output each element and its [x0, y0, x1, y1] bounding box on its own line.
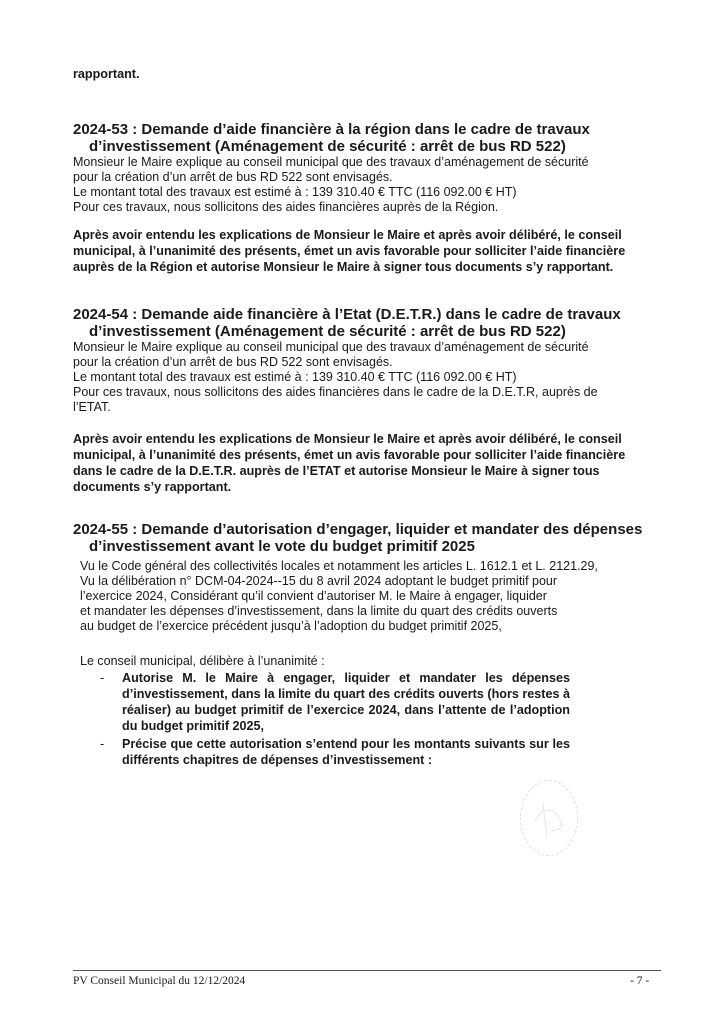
body-line: pour la création d’un arrêt de bus RD 522 sont envisagés. [73, 355, 393, 369]
footer-divider [73, 970, 661, 971]
section-2024-55-body [80, 559, 660, 634]
body-line: Monsieur le Maire explique au conseil municipal que des travaux d’aménagement de sécurité [73, 155, 589, 169]
intro-text: rapportant. [73, 67, 140, 81]
body-line: l’ETAT. [73, 400, 111, 414]
list-dash: - [100, 671, 105, 685]
body-line: Monsieur le Maire explique au conseil municipal que des travaux d’aménagement de sécurité [73, 340, 589, 354]
body-line: Vu la délibération n° DCM-04-2024--15 du 8 avril 2024 adoptant le budget primitif pour [80, 574, 558, 588]
decision-line: dans le cadre de la D.E.T.R. auprès de l’ETAT et autorise Monsieur le Maire à signer tous [73, 464, 600, 478]
decision-line: Après avoir entendu les explications de Monsieur le Maire et après avoir délibéré, le conseil [73, 228, 622, 242]
section-title-line-2: d’investissement avant le vote du budget primitif 2025 [89, 538, 475, 555]
body-line: Pour ces travaux, nous sollicitons des aides financières auprès de la Région. [73, 200, 499, 214]
decision-2024-53 [73, 227, 653, 275]
body-line: pour la création d’un arrêt de bus RD 522 sont envisagés. [73, 170, 393, 184]
list-item-text: Autorise M. le Maire à engager, liquider et mandater les dépenses d’investissement, dans la limite du quart des crédits ouverts (hors restes à réaliser) au budget primitif de l’exercice 2024, dans l’attente de l’adoption du budget primitif 2025, [122, 671, 570, 733]
decision-line: auprès de la Région et autorise Monsieur le Maire à signer tous documents s’y rapportant. [73, 260, 614, 274]
decision-2024-54 [73, 431, 653, 495]
section-title-line-1: 2024-55 : Demande d’autorisation d’engager, liquider et mandater des dépenses [73, 521, 643, 538]
body-line: Le montant total des travaux est estimé à : 139 310.40 € TTC (116 092.00 € HT) [73, 185, 517, 199]
body-line: Vu le Code général des collectivités locales et notamment les articles L. 1612.1 et L. 2121.29, [80, 559, 598, 573]
stamp-scribble-icon [521, 781, 577, 855]
body-line: Pour ces travaux, nous sollicitons des aides financières dans le cadre de la D.E.T.R, auprès de [73, 385, 598, 399]
body-line: et mandater les dépenses d’investissement, dans la limite du quart des crédits ouverts [80, 604, 558, 618]
list-dash: - [100, 737, 105, 751]
section-title-line-2: d’investissement (Aménagement de sécurité : arrêt de bus RD 522) [89, 323, 566, 340]
section-title-line-2: d’investissement (Aménagement de sécurité : arrêt de bus RD 522) [89, 138, 566, 155]
page-number: - 7 - [630, 975, 650, 987]
decision-line: documents s’y rapportant. [73, 480, 232, 494]
section-title-line-1: 2024-53 : Demande d’aide financière à la région dans le cadre de travaux [73, 121, 590, 138]
decision-line: municipal, à l’unanimité des présents, émet un avis favorable pour solliciter l’aide financière [73, 448, 626, 462]
list-item-text: Précise que cette autorisation s’entend pour les montants suivants sur les différents chapitres de dépenses d’investissement : [122, 737, 570, 767]
body-line: Le montant total des travaux est estimé à : 139 310.40 € TTC (116 092.00 € HT) [73, 370, 517, 384]
decision-list [100, 670, 570, 770]
faint-stamp-mark [520, 780, 578, 856]
decision-line: municipal, à l’unanimité des présents, émet un avis favorable pour solliciter l’aide financière [73, 244, 626, 258]
body-line: l’exercice 2024, Considérant qu’il convient d’autoriser M. le Maire à engager, liquider [80, 589, 547, 603]
section-2024-53 [73, 121, 653, 215]
list-item [100, 670, 570, 734]
footer-left-text: PV Conseil Municipal du 12/12/2024 [73, 975, 246, 987]
section-2024-55 [73, 521, 653, 555]
list-item [100, 736, 570, 768]
body-line: au budget de l’exercice précédent jusqu’à l’adoption du budget primitif 2025, [80, 619, 502, 633]
section-2024-54 [73, 306, 653, 415]
council-intro-line: Le conseil municipal, délibère à l’unanimité : [80, 654, 325, 668]
section-title-line-1: 2024-54 : Demande aide financière à l’Etat (D.E.T.R.) dans le cadre de travaux [73, 306, 621, 323]
decision-line: Après avoir entendu les explications de Monsieur le Maire et après avoir délibéré, le conseil [73, 432, 622, 446]
